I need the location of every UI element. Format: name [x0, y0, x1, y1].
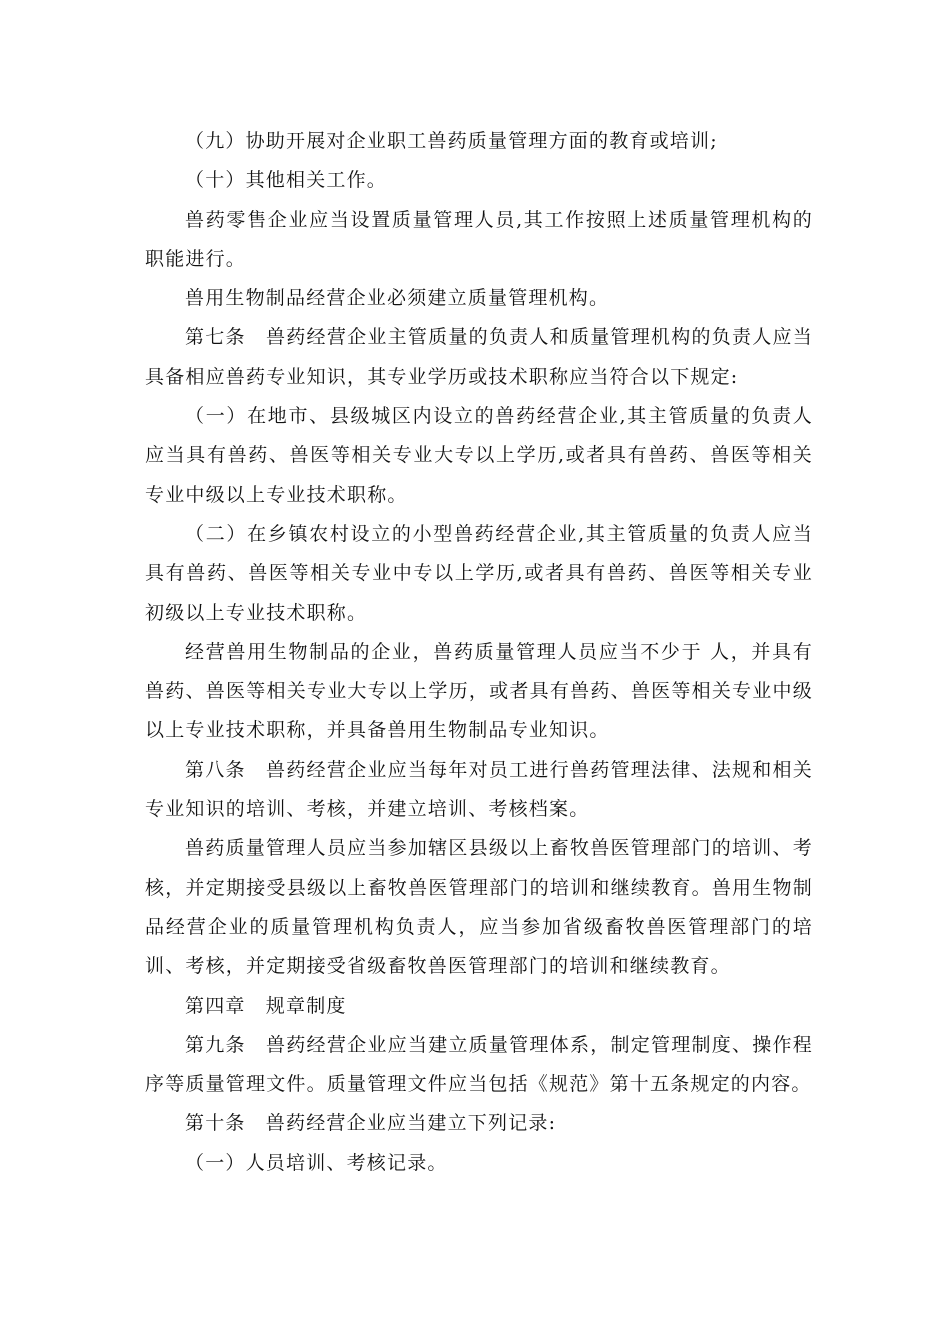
chapter-4-heading: 第四章 规章制度	[185, 994, 347, 1017]
paragraph-item-9: （九）协助开展对企业职工兽药质量管理方面的教育或培训;	[185, 130, 718, 152]
article-8: 第八条 兽药经营企业应当每年对员工进行兽药管理法律、法规和相关专业知识的培训、考核，并建立培训、考核档案。	[145, 758, 813, 821]
paragraph-item-10: （十）其他相关工作。	[185, 169, 388, 192]
paragraph-retail-quality-staff: 兽药零售企业应当设置质量管理人员,其工作按照上述质量管理机构的职能进行。	[145, 208, 813, 270]
document-body	[145, 122, 813, 1183]
paragraph-training-requirements: 兽药质量管理人员应当参加辖区县级以上畜牧兽医管理部门的培训、考核，并定期接受县级以上畜牧兽医管理部门的培训和继续教育。兽用生物制品经营企业的质量管理机构负责人，应当参加省级畜牧兽医管理部门的培训、考核，并定期接受省级畜牧兽医管理部门的培训和继续教育。	[145, 837, 813, 978]
article-10: 第十条 兽药经营企业应当建立下列记录:	[185, 1112, 557, 1135]
paragraph-biological-products-org: 兽用生物制品经营企业必须建立质量管理机构。	[185, 287, 610, 310]
article-9: 第九条 兽药经营企业应当建立质量管理体系，制定管理制度、操作程序等质量管理文件。质量管理文件应当包括《规范》第十五条规定的内容。	[145, 1033, 813, 1096]
article-7-item-2: （二）在乡镇农村设立的小型兽药经营企业,其主管质量的负责人应当具有兽药、兽医等相关专业中专以上学历,或者具有兽药、兽医等相关专业初级以上专业技术职称。	[145, 522, 813, 624]
article-7: 第七条 兽药经营企业主管质量的负责人和质量管理机构的负责人应当具备相应兽药专业知识，其专业学历或技术职称应当符合以下规定:	[145, 326, 813, 388]
paragraph-biological-products-staff: 经营兽用生物制品的企业，兽药质量管理人员应当不少于 人，并具有兽药、兽医等相关专业大专以上学历，或者具有兽药、兽医等相关专业中级以上专业技术职称，并具备兽用生物制品专业知识。	[145, 640, 813, 742]
article-7-item-1: （一）在地市、县级城区内设立的兽药经营企业,其主管质量的负责人应当具有兽药、兽医等相关专业大专以上学历,或者具有兽药、兽医等相关专业中级以上专业技术职称。	[145, 405, 813, 506]
article-10-item-1: （一）人员培训、考核记录。	[185, 1151, 448, 1174]
